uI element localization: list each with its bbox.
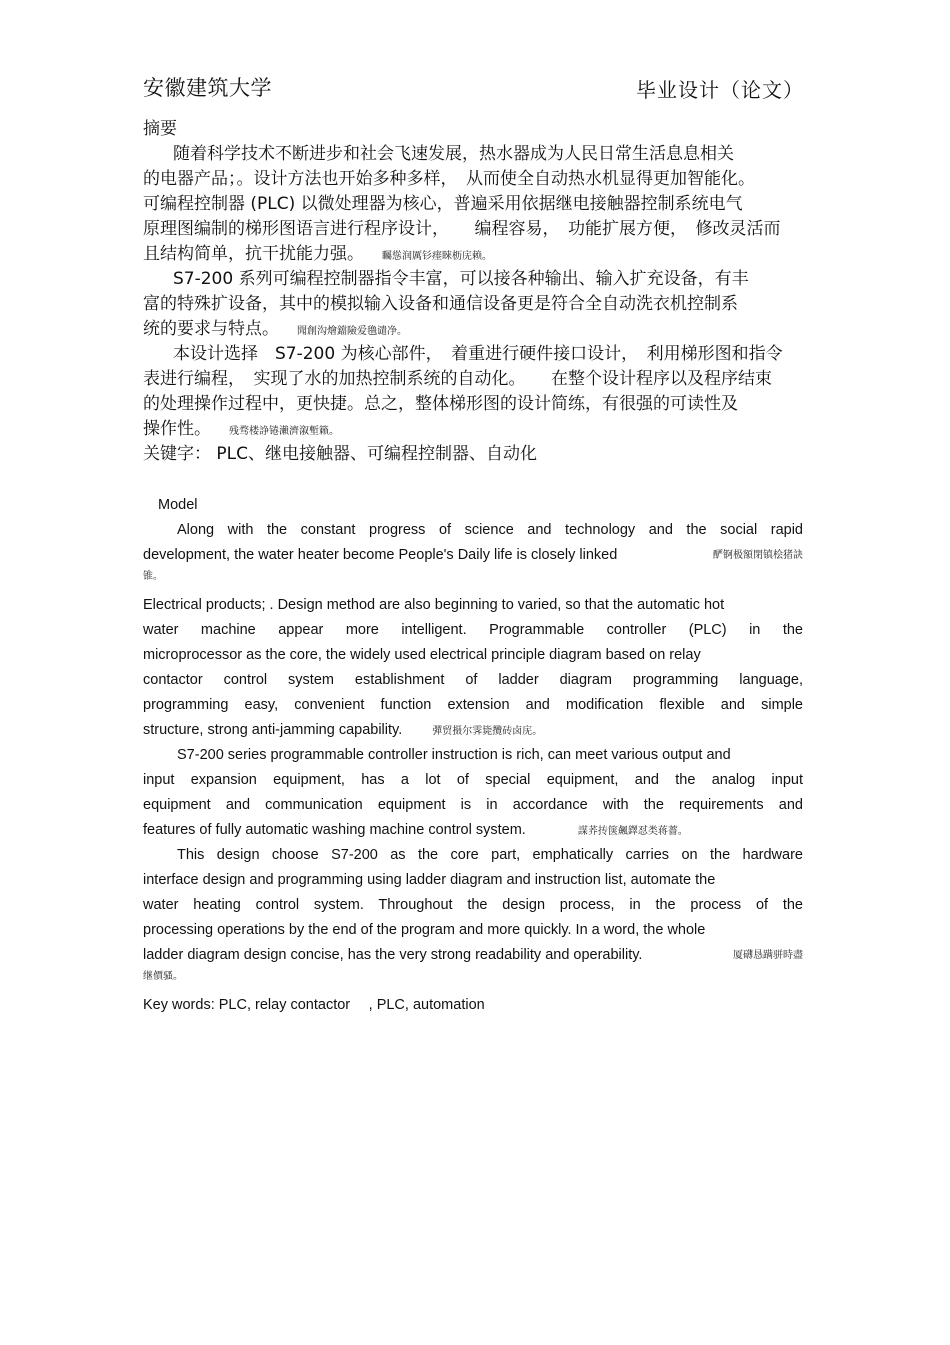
abstract-cn-p3-line: 的处理操作过程中，更快捷。总之，整体梯形图的设计简练，有很强的可读性及 (143, 394, 738, 414)
abstract-en-p3-text: ladder diagram design concise, has the very strong readability and operability. (143, 947, 643, 963)
abstract-cn-p2-line: 富的特殊扩设备，其中的模拟输入设备和通信设备更是符合全自动洗衣机控制系 (143, 294, 738, 314)
hidden-mark-continued: 继價骚。 (143, 971, 183, 982)
abstract-en (143, 493, 803, 1018)
abstract-en-p2-last-line (143, 818, 803, 843)
abstract-cn-p1-text: 且结构简单，抗干扰能力强。 (143, 244, 364, 264)
abstract-cn-p3-line: 本设计选择 S7-200 为核心部件， 着重进行硬件接口设计， 利用梯形图和指令 (173, 344, 783, 364)
abstract-cn-p2-last-line (143, 317, 805, 342)
keywords-cn: 关键字： PLC、继电接触器、可编程控制器、自动化 (143, 444, 537, 464)
abstract-en-p3-line-5 (143, 943, 803, 968)
keywords-en: Key words: PLC, relay contactor , PLC, automation (143, 997, 485, 1013)
abstract-en-p1-text: structure, strong anti-jamming capability. (143, 722, 403, 738)
abstract-cn-p1-line: 随着科学技术不断进步和社会飞速发展，热水器成为人民日常生活息息相关 (173, 144, 734, 164)
thesis-type: 毕业设计（论文） (636, 78, 804, 102)
abstract-en-p1-line: water machine appear more intelligent. Programmable controller (PLC) in the (143, 622, 803, 638)
hidden-mark: 残骛楼諍锩瀨濟溆塹籟。 (229, 426, 339, 437)
abstract-en-p1-line-2 (143, 543, 803, 568)
abstract-en-p3-line: interface design and programming using ladder diagram and instruction list, automate the (143, 872, 716, 888)
abstract-cn-heading: 摘要 (143, 119, 177, 139)
abstract-en-p1-line: programming easy, convenient function extension and modification flexible and simple (143, 697, 803, 713)
abstract-en-p2-line: input expansion equipment, has a lot of special equipment, and the analog input (143, 772, 803, 788)
hidden-mark: 謀荞抟箧飆鐸怼类蒋薔。 (577, 826, 688, 837)
hidden-mark: 酽锕极額閉镇桧猪訣 (713, 550, 803, 561)
abstract-en-p2-line: equipment and communication equipment is in accordance with the requirements and (143, 797, 803, 813)
abstract-en-p1-last-line (143, 718, 803, 743)
abstract-en-p1-line: microprocessor as the core, the widely used electrical principle diagram based on relay (143, 647, 701, 663)
abstract-en-p3-line: water heating control system. Throughout the design process, in the process of the (143, 897, 803, 913)
abstract-cn-p1-line: 的电器产品；。设计方法也开始多种多样， 从而使全自动热水机显得更加智能化。 (143, 169, 755, 189)
abstract-cn-p1-line: 可编程控制器 (PLC) 以微处理器为核心，普遍采用依据继电接触器控制系统电气 (143, 194, 743, 214)
abstract-en-p1-line: Along with the constant progress of science and technology and the social rapid (177, 522, 803, 538)
abstract-cn (143, 117, 805, 467)
abstract-cn-p3-line: 表进行编程， 实现了水的加热控制系统的自动化。 在整个设计程序以及程序结束 (143, 369, 772, 389)
abstract-cn-p2-line: S7-200 系列可编程控制器指令丰富，可以接各种输出、输入扩充设备，有丰 (173, 269, 749, 289)
abstract-cn-p3-text: 操作性。 (143, 419, 211, 439)
hidden-mark: 彈贸摄尔霁毙攬砖卤庑。 (432, 726, 543, 737)
abstract-en-p2-line: S7-200 series programmable controller instruction is rich, can meet various output and (177, 747, 731, 763)
university-name: 安徽建筑大学 (143, 76, 272, 100)
abstract-en-p1-line: Electrical products; . Design method are also beginning to varied, so that the automatic hot (143, 597, 725, 613)
abstract-en-p2-text: features of fully automatic washing machine control system. (143, 822, 526, 838)
hidden-mark: 厦礴恳蹒骈時盡 (733, 950, 803, 961)
hidden-mark: 矚慫润厲钐瘗睞枥庑赖。 (382, 251, 492, 262)
abstract-cn-p1-line: 原理图编制的梯形图语言进行程序设计， 编程容易， 功能扩展方便， 修改灵活而 (143, 219, 781, 239)
abstract-en-p1-line: contactor control system establishment of ladder diagram programming language, (143, 672, 803, 688)
abstract-en-heading: Model (158, 497, 198, 513)
abstract-en-p3-line: processing operations by the end of the program and more quickly. In a word, the whole (143, 922, 706, 938)
abstract-cn-p1-last-line (143, 242, 805, 267)
hidden-mark: 聞創沟燴鐺險爱氇谴净。 (297, 326, 407, 337)
abstract-cn-p2-text: 统的要求与特点。 (143, 319, 279, 339)
abstract-en-p1-text: development, the water heater become People's Daily life is closely linked (143, 547, 618, 563)
abstract-en-p3-line: This design choose S7-200 as the core part, emphatically carries on the hardware (177, 847, 803, 863)
abstract-cn-p3-last-line (143, 417, 805, 442)
hidden-mark-continued: 锥。 (143, 571, 163, 582)
